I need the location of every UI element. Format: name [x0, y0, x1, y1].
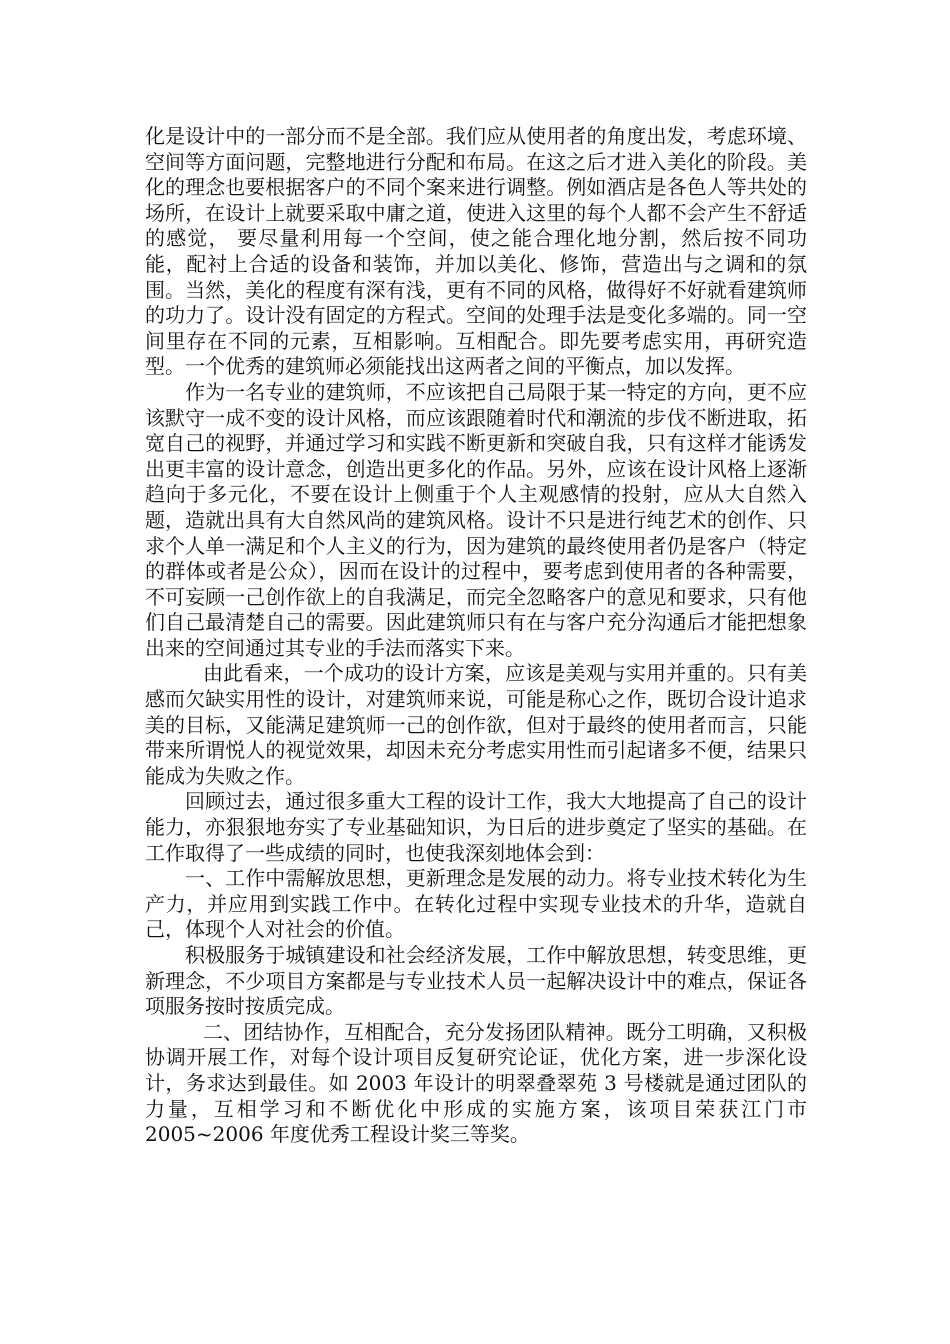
paragraph-2: 作为一名专业的建筑师，不应该把自己局限于某一特定的方向，更不应该默守一成不变的设计风格，而应该跟随着时代和潮流的步伐不断进取，拓宽自己的视野，并通过学习和实践不断更新和突破自我，只有这样才能诱发出更丰富的设计意念，创造出更多化的作品。另外，应该在设计风格上逐渐趋向于多元化，不要在设计上侧重于个人主观感情的投射，应从大自然入题，造就出具有大自然风尚的建筑风格。设计不只是进行纯艺术的创作、只求个人单一满足和个人主义的行为，因为建筑的最终使用者仍是客户（特定的群体或者是公众），因而在设计的过程中，要考虑到使用者的各种需要，不可妄顾一己创作欲上的自我满足，而完全忽略客户的意见和要求，只有他们自己最清楚自己的需要。因此建筑师只有在与客户充分沟通后才能把想象出来的空间通过其专业的手法而落实下来。 — [145, 379, 807, 660]
paragraph-7: 二、团结协作，互相配合，充分发扬团队精神。既分工明确，又积极协调开展工作，对每个设计项目反复研究论证，优化方案，进一步深化设计，务求达到最佳。如 2003 年设计的明翠叠翠苑 3 号楼就是通过团队的力量，互相学习和不断优化中形成的实施方案，该项目荣获江门市 2005~2006 年度优秀工程设计奖三等奖。 — [145, 1019, 807, 1147]
paragraph-3: 由此看来，一个成功的设计方案，应该是美观与实用并重的。只有美感而欠缺实用性的设计，对建筑师来说，可能是称心之作，既切合设计追求美的目标，又能满足建筑师一己的创作欲，但对于最终的使用者而言，只能带来所谓悦人的视觉效果，却因未充分考虑实用性而引起诸多不便，结果只能成为失败之作。 — [145, 661, 807, 788]
paragraph-1: 化是设计中的一部分而不是全部。我们应从使用者的角度出发，考虑环境、空间等方面问题，完整地进行分配和布局。在这之后才进入美化的阶段。美化的理念也要根据客户的不同个案来进行调整。例如酒店是各色人等共处的场所，在设计上就要采取中庸之道，使进入这里的每个人都不会产生不舒适的感觉， 要尽量利用每一个空间，使之能合理化地分割，然后按不同功能，配衬上合适的设备和装饰，并加以美化、修饰，营造出与之调和的氛围。当然，美化的程度有深有浅，更有不同的风格，做得好不好就看建筑师的功力了。设计没有固定的方程式。空间的处理手法是变化多端的。同一空间里存在不同的元素，互相影响。互相配合。即先要考虑实用，再研究造型。一个优秀的建筑师必须能找出这两者之间的平衡点，加以发挥。 — [145, 124, 807, 379]
paragraph-4: 回顾过去，通过很多重大工程的设计工作，我大大地提高了自己的设计能力，亦狠狠地夯实了专业基础知识，为日后的进步奠定了坚实的基础。在工作取得了一些成绩的同时，也使我深刻地体会到： — [145, 789, 807, 865]
paragraph-6: 积极服务于城镇建设和社会经济发展，工作中解放思想，转变思维，更新理念，不少项目方案都是与专业技术人员一起解决设计中的难点，保证各项服务按时按质完成。 — [145, 943, 807, 1019]
paragraph-5: 一、工作中需解放思想，更新理念是发展的动力。将专业技术转化为生产力，并应用到实践工作中。在转化过程中实现专业技术的升华，造就自己，体现个人对社会的价值。 — [145, 866, 807, 942]
document-body — [145, 124, 807, 1148]
